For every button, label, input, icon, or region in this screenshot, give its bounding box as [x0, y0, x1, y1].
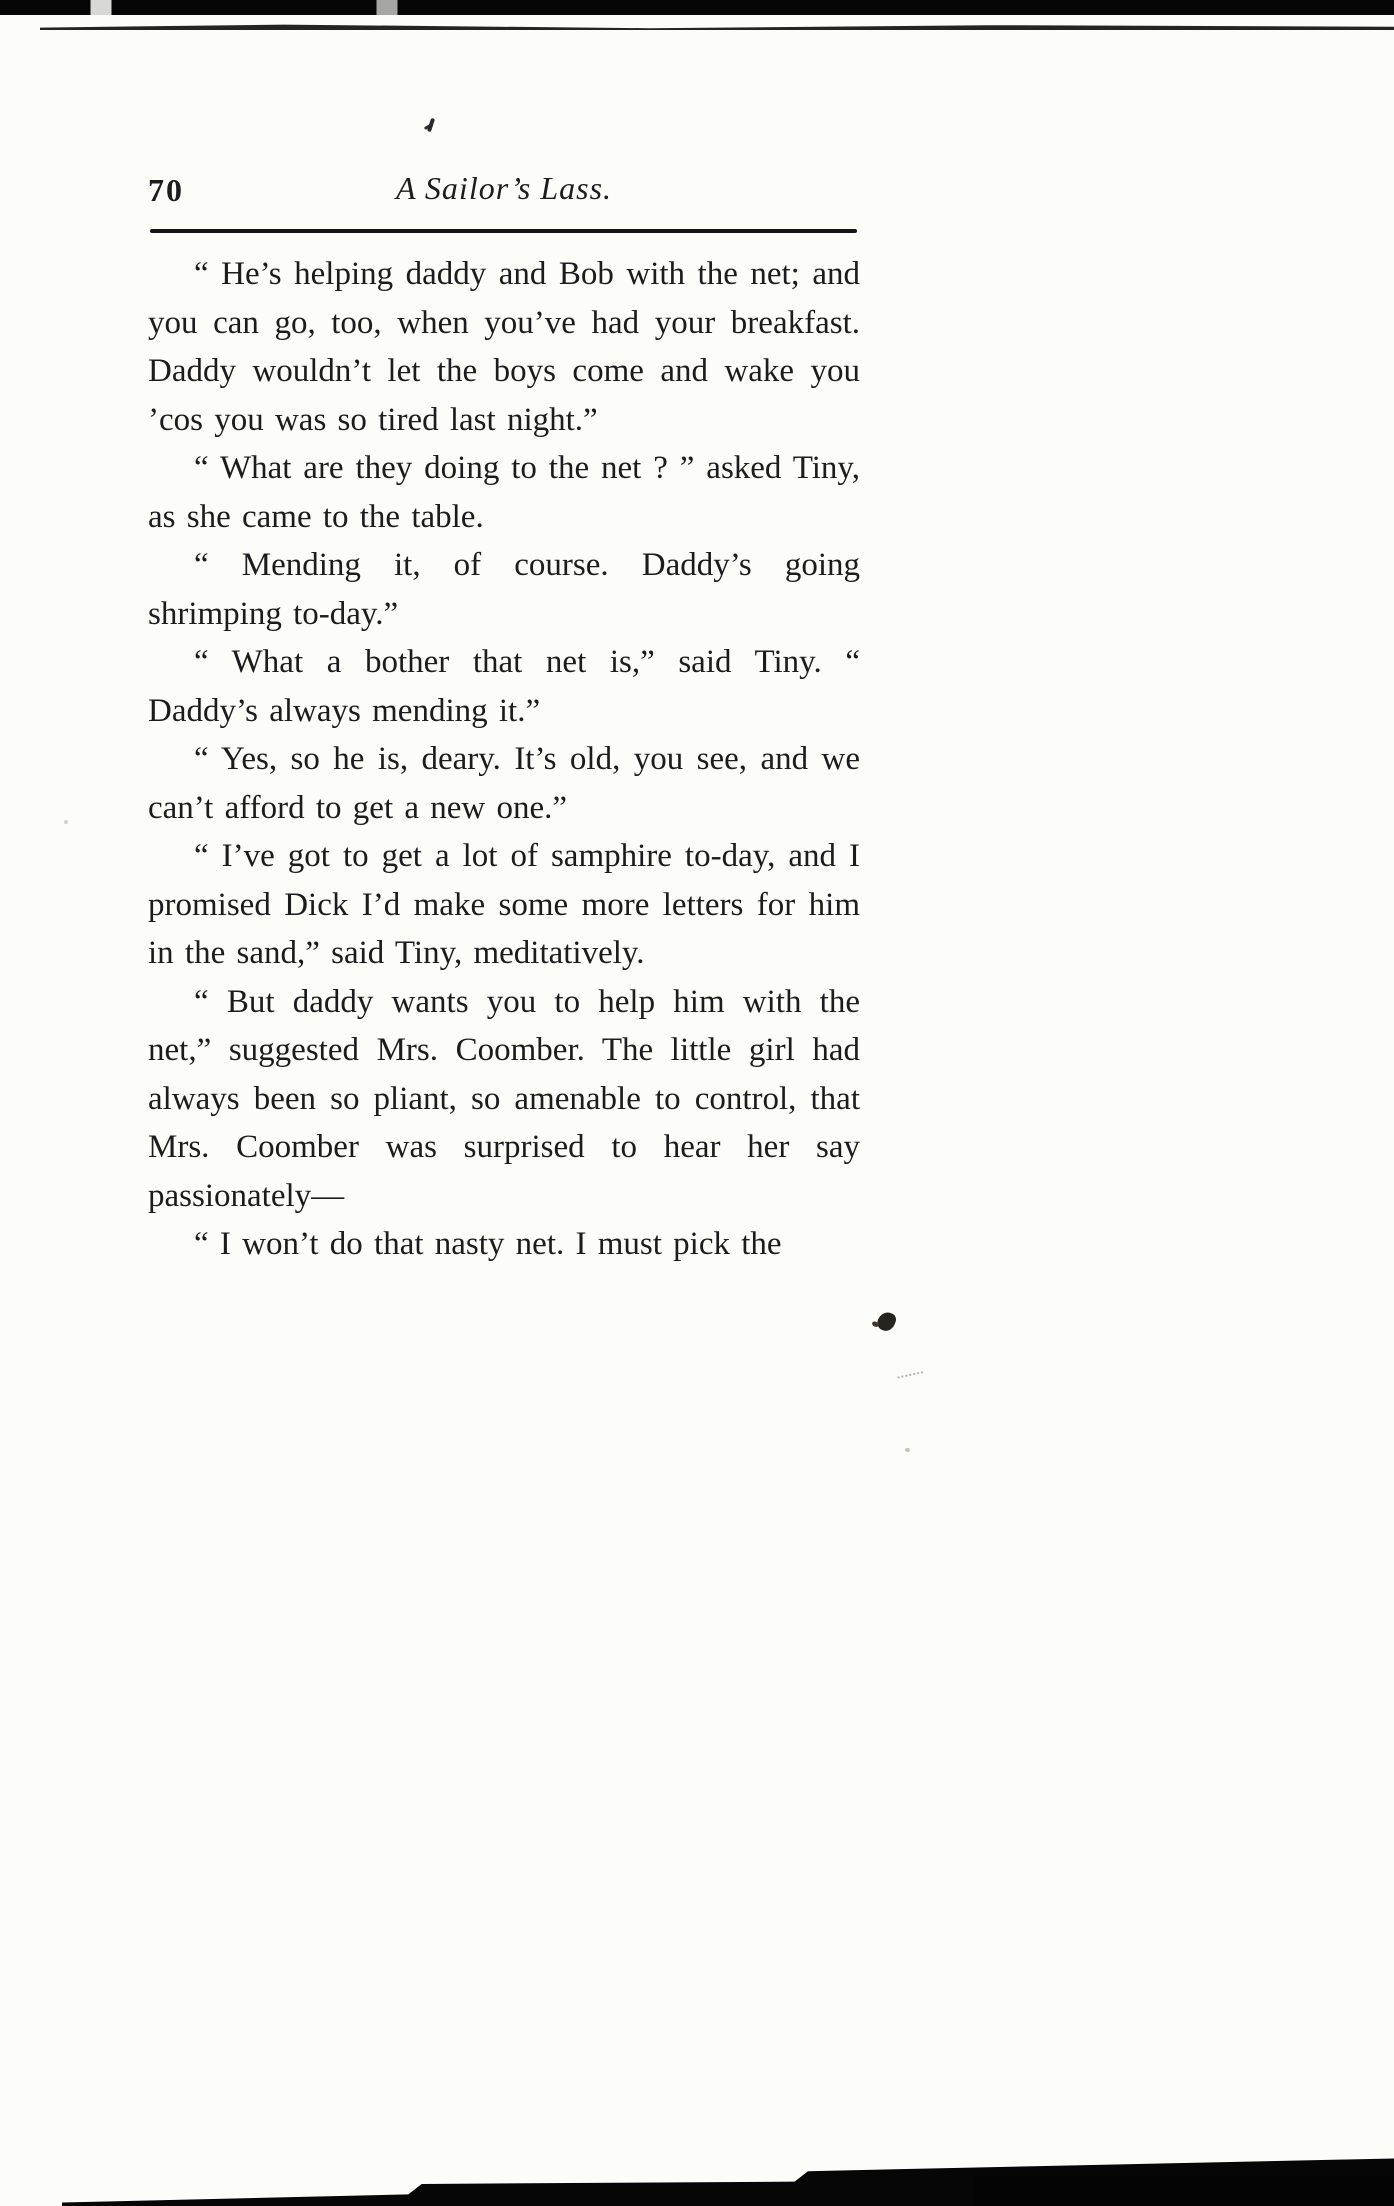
paragraph-4: “ What a bother that net is,” said Tiny. “ Daddy’s always mending it.”: [148, 644, 860, 729]
page-number: 70: [148, 172, 184, 208]
faint-pencil-mark: [895, 1359, 923, 1378]
paragraph-5: “ Yes, so he is, deary. It’s old, you see, and we can’t afford to get a new one.”: [148, 741, 860, 826]
running-title: A Sailor’s Lass.: [395, 170, 613, 206]
paragraph-8: “ I won’t do that nasty net. I must pick the: [194, 1226, 782, 1262]
paragraph-2: “ What are they doing to the net ? ” asked Tiny, as she came to the table.: [148, 450, 860, 535]
scan-speck: [64, 820, 68, 824]
printers-mark-icon: [424, 116, 440, 136]
header-rule: [150, 229, 857, 233]
text-block: [148, 250, 860, 1269]
scan-speck: [905, 1448, 910, 1452]
paragraph-6: “ I’ve got to get a lot of samphire to-day, and I promised Dick I’d make some more letters for him in the sand,” said Tiny, meditatively.: [148, 838, 860, 971]
scan-artifact-bottom-corner: [974, 2176, 1394, 2206]
scan-artifact-top-line: [40, 24, 1394, 30]
paragraph-1: “ He’s helping daddy and Bob with the net; and you can go, too, when you’ve had your breakfast. Daddy wouldn’t let the boys come and wake you ’cos you was so tired last night.”: [148, 256, 860, 438]
paragraph-7: “ But daddy wants you to help him with the net,” suggested Mrs. Coomber. The little girl had always been so pliant, so amenable to control, that Mrs. Coomber was surprised to hear her say passionately—: [148, 983, 860, 1214]
paragraph-3: “ Mending it, of course. Daddy’s going shrimping to-day.”: [148, 547, 860, 632]
scan-artifact-top-bar: [0, 0, 1394, 15]
running-header: [148, 170, 860, 212]
ink-blot: [875, 1309, 898, 1333]
